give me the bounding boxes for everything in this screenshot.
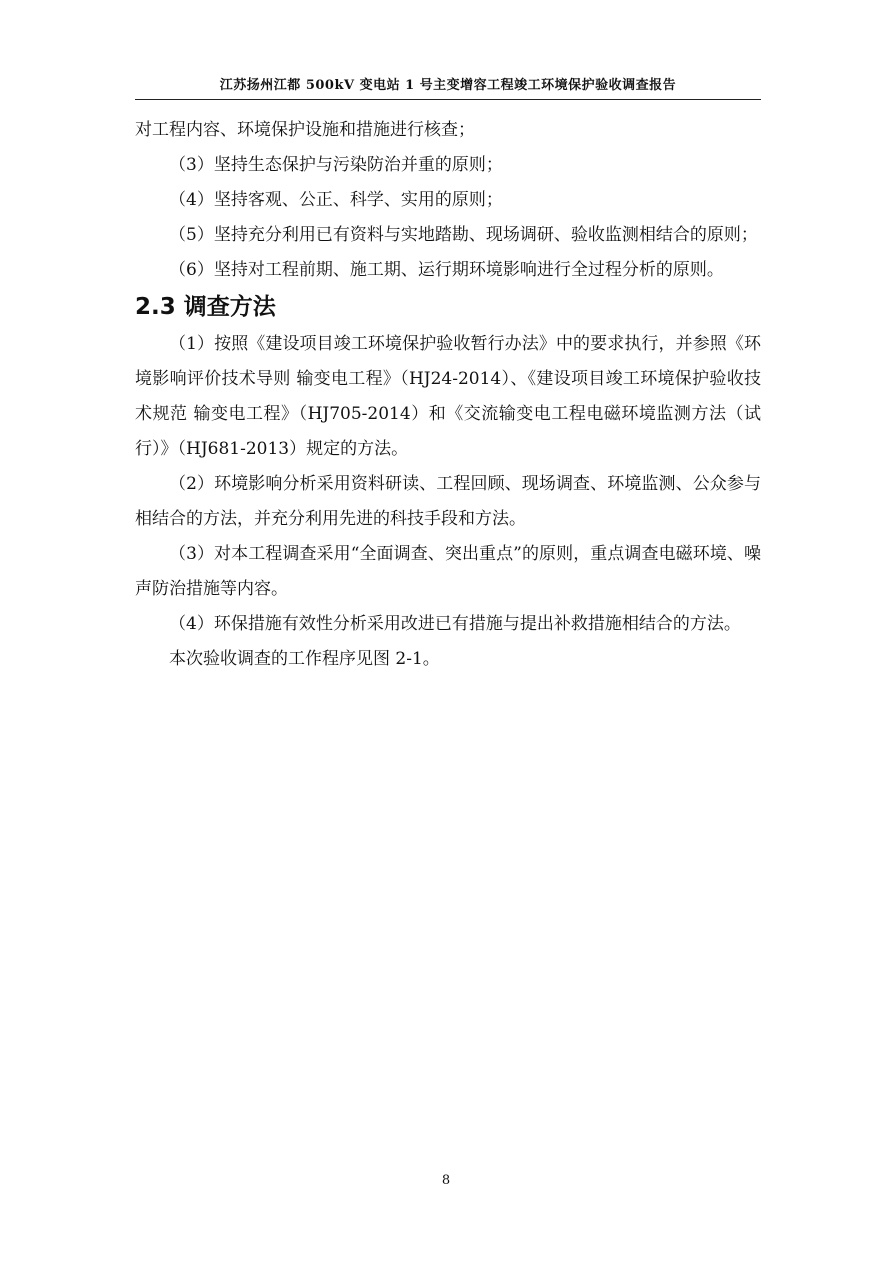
principle-item-5: （5）坚持充分利用已有资料与实地踏勘、现场调研、验收监测相结合的原则； bbox=[169, 225, 758, 245]
page-number: 8 bbox=[441, 1173, 451, 1188]
principle-item-4: （4）坚持客观、公正、科学、实用的原则； bbox=[169, 190, 503, 210]
document-body bbox=[135, 113, 761, 677]
header-divider bbox=[135, 99, 761, 100]
principle-item-6: （6）坚持对工程前期、施工期、运行期环境影响进行全过程分析的原则。 bbox=[169, 260, 724, 280]
section-heading-2-3: 2.3 调查方法 bbox=[135, 294, 276, 320]
method-item-4: （4）环保措施有效性分析采用改进已有措施与提出补救措施相结合的方法。 bbox=[169, 614, 741, 634]
method-item-3: （3）对本工程调查采用“全面调查、突出重点”的原则，重点调查电磁环境、噪声防治措施等内容。 bbox=[135, 544, 761, 599]
method-item-2: （2）环境影响分析采用资料研读、工程回顾、现场调查、环境监测、公众参与相结合的方法，并充分利用先进的科技手段和方法。 bbox=[135, 474, 761, 529]
figure-reference-paragraph: 本次验收调查的工作程序见图 2-1。 bbox=[169, 649, 440, 669]
principle-item-3: （3）坚持生态保护与污染防治并重的原则； bbox=[169, 155, 503, 175]
method-item-1: （1）按照《建设项目竣工环境保护验收暂行办法》中的要求执行，并参照《环境影响评价技术导则 输变电工程》（HJ24-2014）、《建设项目竣工环境保护验收技术规范 输变电工程》（HJ705-2014）和《交流输变电工程电磁环境监测方法（试行）》（HJ681-2013）规定的方法。 bbox=[135, 334, 761, 459]
report-header-title: 江苏扬州江都 500kV 变电站 1 号主变增容工程竣工环境保护验收调查报告 bbox=[219, 78, 677, 93]
continued-paragraph: 对工程内容、环境保护设施和措施进行核查； bbox=[135, 120, 475, 140]
